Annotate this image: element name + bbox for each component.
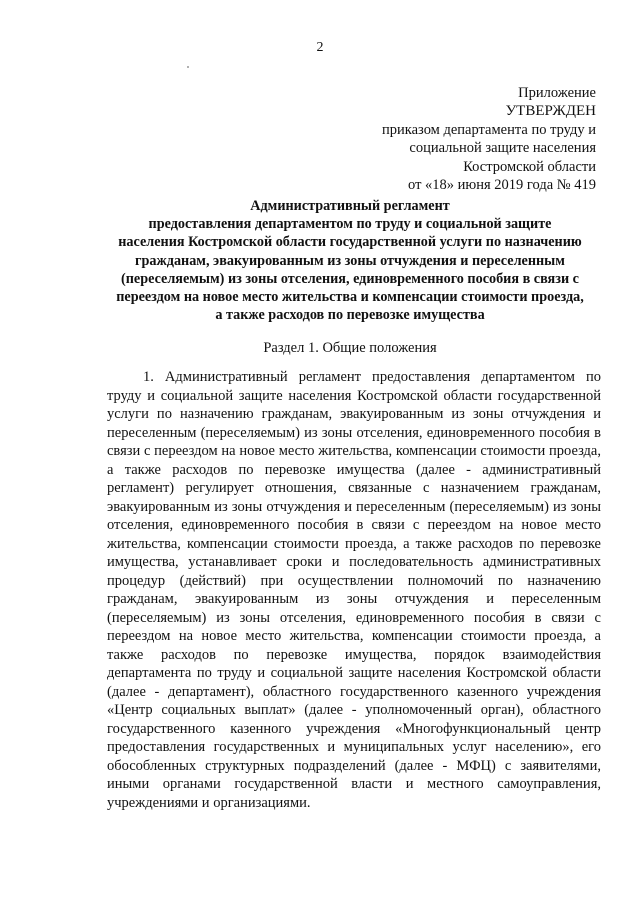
approval-line: Костромской области <box>463 158 596 175</box>
page-number: 2 <box>316 40 324 55</box>
appendix-label: Приложение <box>518 85 596 101</box>
title-line: населения Костромской области государственной услуги по назначению <box>118 234 582 251</box>
approved-label: УТВЕРЖДЕН <box>505 103 596 120</box>
paragraph-1: 1. Административный регламент предоставления департаментом по труду и социальной защите населения Костромской области государственной услуги по назначению гражданам, эвакуированным из зоны отчуждения и переселенным (переселяемым) из зоны отселения, единовременного пособия в связи с переездом на новое место жительства, компенсации стоимости проезда, а также расходов по перевозке имущества (далее - административный регламент) регулирует отношения, связанные с назначением гражданам, эвакуированным из зоны отчуждения и переселенным (переселяемым) из зоны отселения, единовременного пособия в связи с переездом на новое место жительства, компенсации стоимости проезда, а также расходов по перевозке имущества, устанавливает сроки и последовательность административных процедур (действий) при осуществлении полномочий по назначению гражданам, эвакуированным из зоны отчуждения и переселенным (переселяемым) из зоны отселения, единовременного пособия в связи с переездом на новое место жительства, компенсации стоимости проезда, а также расходов по перевозке имущества, порядок взаимодействия департамента по труду и социальной защите населения Костромской области (далее - департамент), областного государственного казенного учреждения «Центр социальных выплат» (далее - уполномоченный орган), областного государственного казенного учреждения «Многофункциональный центр предоставления государственных и муниципальных услуг населению», его обособленных структурных подразделений (далее - МФЦ) с заявителями, иными органами государственной власти и местного самоуправления, учреждениями и организациями. <box>107 369 601 811</box>
title-line: Административный регламент <box>250 198 450 214</box>
title-line: переездом на новое место жительства и компенсации стоимости проезда, <box>116 289 584 306</box>
document-title <box>92 197 608 324</box>
title-line: а также расходов по перевозке имущества <box>215 307 485 324</box>
section-heading: Раздел 1. Общие положения <box>263 340 437 356</box>
title-line: предоставления департаментом по труду и социальной защите <box>148 216 552 233</box>
scan-speck <box>187 66 189 68</box>
approval-line: социальной защите населения <box>409 140 596 157</box>
approval-line: от «18» июня 2019 года № 419 <box>408 177 596 194</box>
title-line: гражданам, эвакуированным из зоны отчуждения и переселенным <box>135 252 565 269</box>
approval-stamp-block <box>336 84 596 194</box>
approval-line: приказом департамента по труду и <box>382 121 596 138</box>
title-line: (переселяемым) из зоны отселения, единовременного пособия в связи с <box>121 270 579 287</box>
